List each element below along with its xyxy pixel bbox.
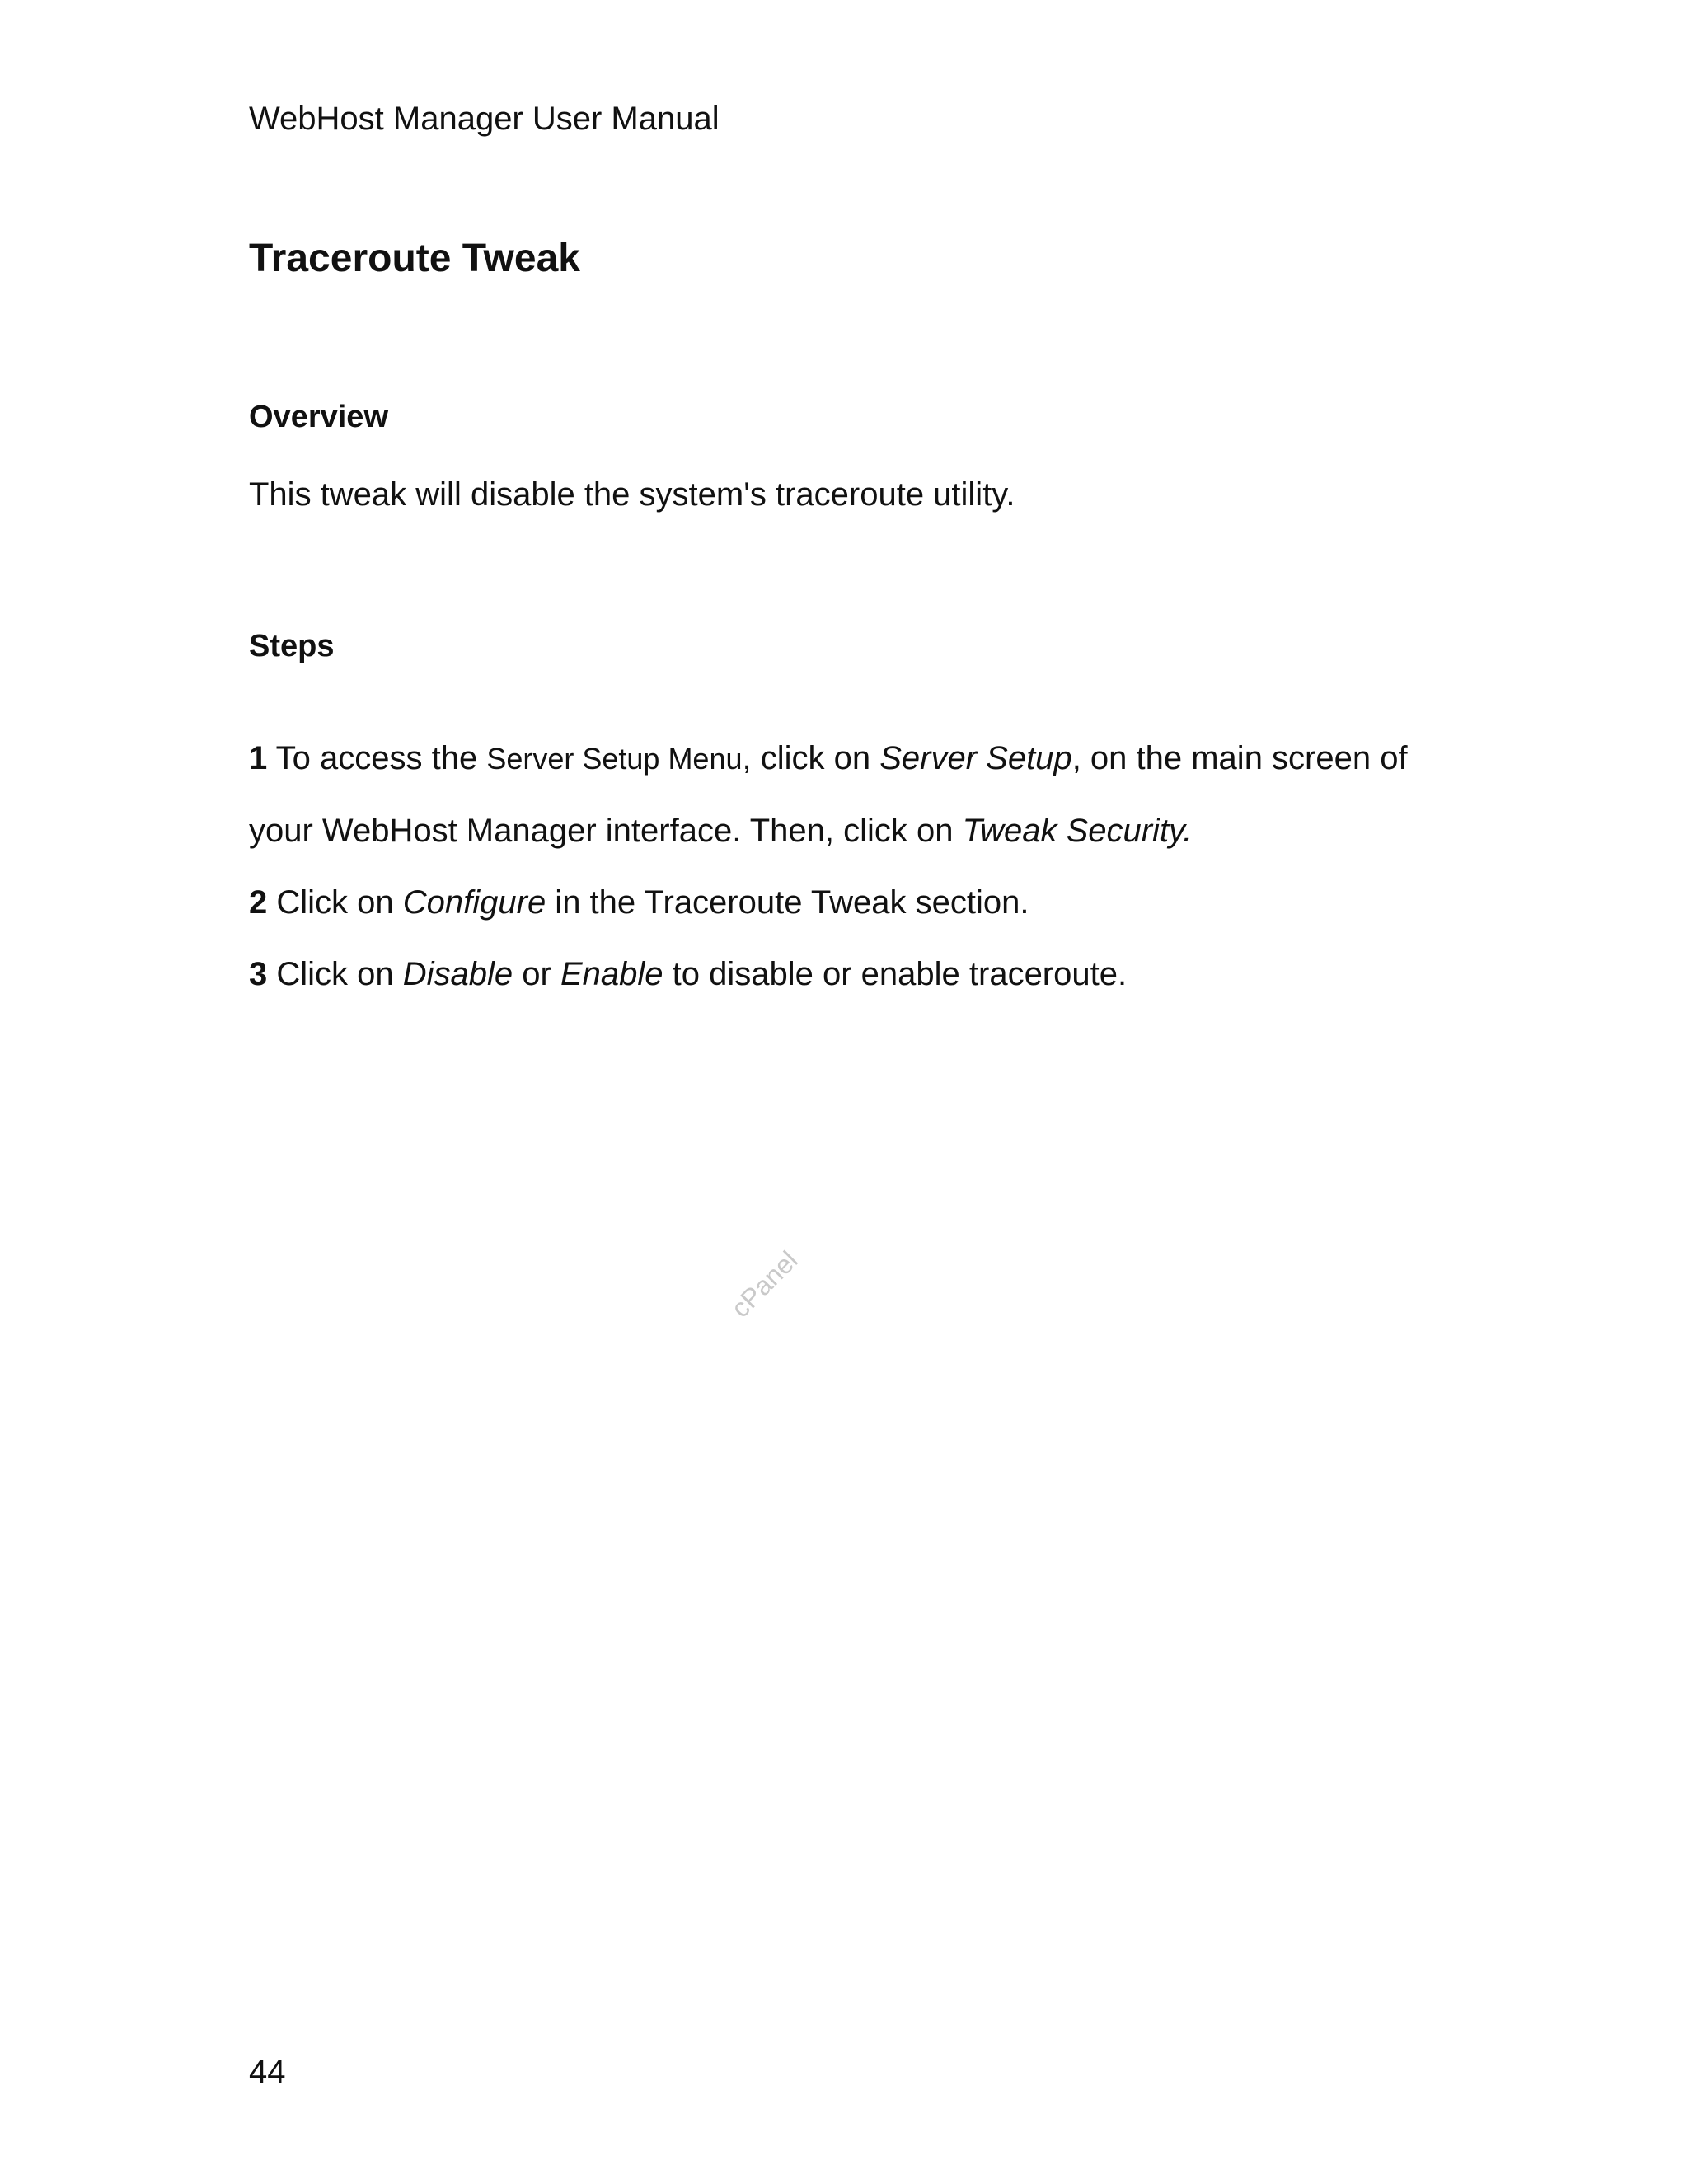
step-2-number: 2 — [249, 884, 268, 921]
step-1-line-1 — [249, 733, 1408, 784]
step-3-number: 3 — [249, 956, 268, 992]
page-number: 44 — [249, 2054, 286, 2090]
configure-label: Configure — [402, 884, 546, 921]
overview-text: This tweak will disable the system's traceroute utility. — [249, 476, 1015, 513]
step-3-text-c: to disable or enable traceroute. — [663, 956, 1128, 992]
step-1-line-2 — [249, 806, 1192, 855]
step-3-text-a: Click on — [267, 956, 403, 992]
watermark: cPanel — [725, 1244, 804, 1324]
server-setup-label: Server Setup — [879, 740, 1072, 776]
step-2-text-b: in the Traceroute Tweak section. — [546, 884, 1029, 921]
overview-heading: Overview — [249, 400, 388, 434]
step-1-text-a: To access the — [267, 740, 487, 776]
step-3-text-b: or — [513, 956, 560, 992]
page-title: Traceroute Tweak — [249, 237, 580, 280]
step-1-text-d: your WebHost Manager interface. Then, click on — [249, 813, 963, 849]
enable-label: Enable — [560, 956, 663, 992]
steps-heading: Steps — [249, 629, 335, 663]
server-setup-menu-label: Server Setup Menu — [486, 742, 743, 776]
step-3 — [249, 949, 1127, 999]
tweak-security-label: Tweak Security. — [962, 813, 1193, 849]
disable-label: Disable — [402, 956, 513, 992]
step-2 — [249, 878, 1029, 927]
step-1-text-c: , on the main screen of — [1071, 740, 1408, 776]
step-2-text-a: Click on — [267, 884, 403, 921]
step-1-number: 1 — [249, 740, 268, 776]
step-1-text-b: , click on — [742, 740, 880, 776]
running-header: WebHost Manager User Manual — [249, 101, 720, 137]
